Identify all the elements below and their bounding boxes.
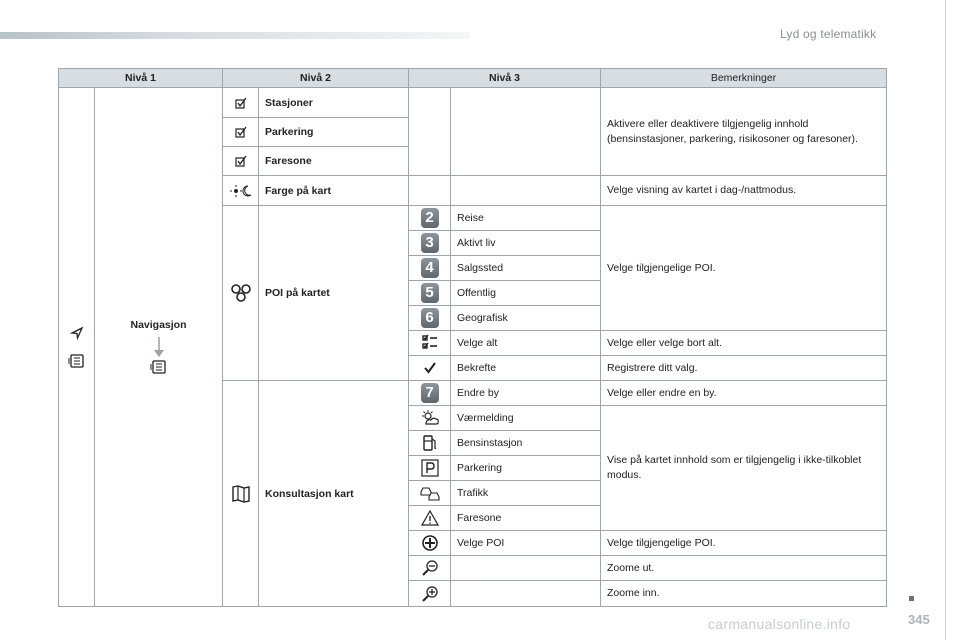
remark-cell: Vise på kartet innhold som er tilgjengelig i ikke-tilkoblet modus. [601, 406, 887, 531]
level3-label: Geografisk [451, 306, 601, 331]
remark-cell: Zoome inn. [601, 581, 887, 607]
header-decor-bar [0, 32, 470, 39]
number-badge: 6 [421, 308, 439, 328]
arrow-down-icon [153, 342, 165, 354]
level3-label: Trafikk [451, 481, 601, 506]
remark-cell: Velge eller endre en by. [601, 381, 887, 406]
level3-label: Værmelding [451, 406, 601, 431]
map-icon [223, 381, 259, 607]
column-header-level3: Nivå 3 [409, 69, 601, 88]
level1-navigation-cell [95, 88, 223, 607]
page-marker [909, 596, 914, 601]
fuel-station-icon [409, 431, 451, 456]
number-badge: 7 [421, 383, 439, 403]
weather-icon [409, 406, 451, 431]
empty-cell [451, 176, 601, 206]
level2-label: Konsultasjon kart [259, 381, 409, 607]
level3-label [451, 556, 601, 581]
level3-label: Aktivt liv [451, 231, 601, 256]
column-header-level1: Nivå 1 [59, 69, 223, 88]
checkbox-icon [223, 88, 259, 118]
menu-structure-table [58, 68, 887, 607]
traffic-icon [409, 481, 451, 506]
level2-label: POI på kartet [259, 206, 409, 381]
checkbox-icon [223, 118, 259, 147]
checkbox-icon [223, 147, 259, 176]
empty-cell [451, 88, 601, 176]
poi-icon [223, 206, 259, 381]
remark-cell: Registrere ditt valg. [601, 356, 887, 381]
day-night-icon [223, 176, 259, 206]
select-all-icon [409, 331, 451, 356]
level2-label: Farge på kart [259, 176, 409, 206]
remark-cell: Aktivere eller deaktivere tilgjengelig innhold (bensinstasjoner, parkering, risikosoner og faresoner). [601, 88, 887, 176]
number-badge: 4 [421, 258, 439, 278]
level3-label: Bensinstasjon [451, 431, 601, 456]
level3-label: Offentlig [451, 281, 601, 306]
empty-cell [409, 88, 451, 176]
level3-label: Reise [451, 206, 601, 231]
level3-label: Endre by [451, 381, 601, 406]
level3-label: Parkering [451, 456, 601, 481]
select-poi-icon [409, 531, 451, 556]
zoom-out-icon [409, 556, 451, 581]
remark-cell: Velge eller velge bort alt. [601, 331, 887, 356]
level3-label: Velge POI [451, 531, 601, 556]
number-badge: 5 [421, 283, 439, 303]
watermark: carmanualsonline.info [708, 616, 851, 632]
table-header-row [59, 69, 887, 88]
table-row [59, 88, 887, 118]
level3-label [451, 581, 601, 607]
navigation-arrow-icon [69, 327, 85, 339]
empty-cell [409, 176, 451, 206]
page-number: 345 [908, 612, 930, 627]
side-margin-rule [945, 0, 946, 640]
page-section-title: Lyd og telematikk [780, 27, 877, 41]
column-header-level2: Nivå 2 [223, 69, 409, 88]
level2-label: Faresone [259, 147, 409, 176]
level2-label: Stasjoner [259, 88, 409, 118]
remark-cell: Velge tilgjengelige POI. [601, 531, 887, 556]
number-badge: 2 [421, 208, 439, 228]
remark-cell: Velge visning av kartet i dag-/nattmodus. [601, 176, 887, 206]
level3-label: Salgssted [451, 256, 601, 281]
level3-label: Faresone [451, 506, 601, 531]
level1-label: Navigasjon [130, 319, 187, 331]
menu-screen-icon [68, 355, 86, 367]
level3-label: Velge alt [451, 331, 601, 356]
level2-label: Parkering [259, 118, 409, 147]
menu-screen-icon [150, 361, 168, 373]
number-badge: 3 [421, 233, 439, 253]
level3-label: Bekrefte [451, 356, 601, 381]
check-icon [409, 356, 451, 381]
warning-icon [409, 506, 451, 531]
zoom-in-icon [409, 581, 451, 607]
parking-icon [409, 456, 451, 481]
remark-cell: Zoome ut. [601, 556, 887, 581]
column-header-remarks: Bemerkninger [601, 69, 887, 88]
remark-cell: Velge tilgjengelige POI. [601, 206, 887, 331]
level1-icon-cell [59, 88, 95, 607]
